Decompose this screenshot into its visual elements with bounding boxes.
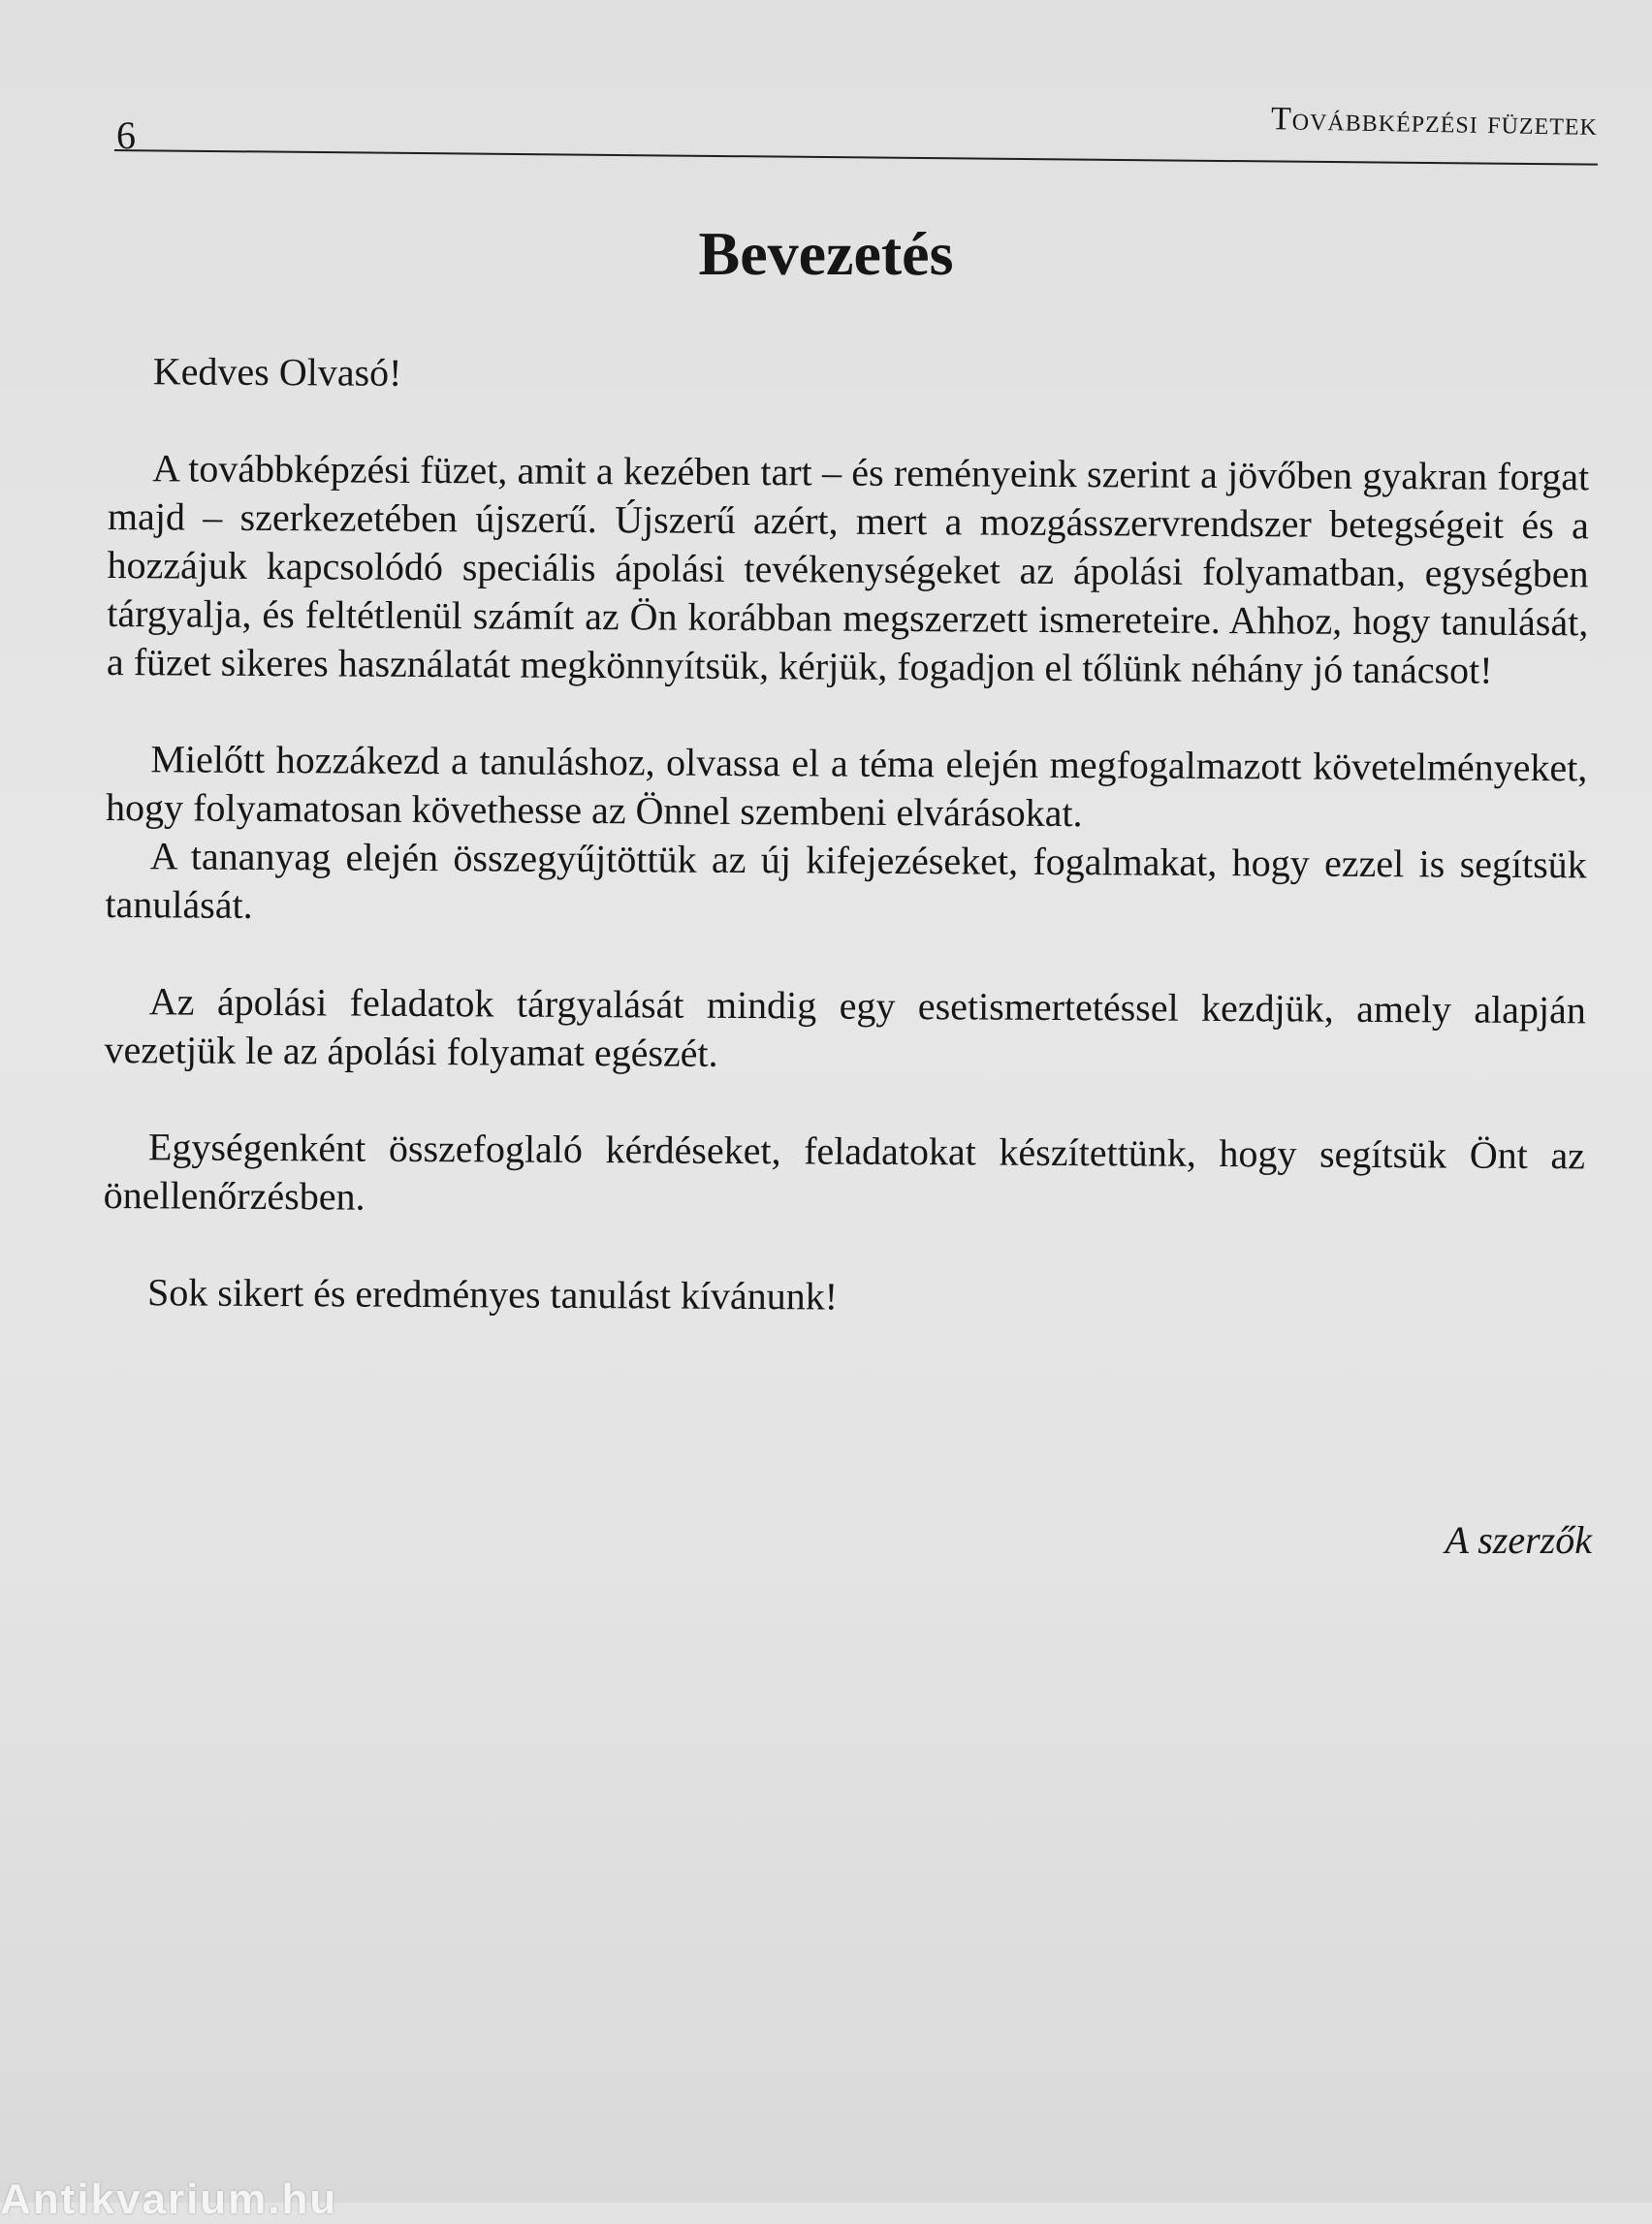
running-head — [114, 101, 1599, 157]
body-text — [103, 347, 1590, 1325]
header-rule — [114, 149, 1598, 166]
chapter-title: Bevezetés — [698, 218, 954, 288]
paragraph-glossary: A tananyag elején összegyűjtöttük az új kifejezéseket, fogalmakat, hogy ezzel is segítsük tanulását. — [105, 834, 1587, 927]
signature: A szerzők — [1445, 1518, 1592, 1562]
salutation: Kedves Olvasó! — [152, 349, 402, 395]
paragraph-case-study: Az ápolási feladatok tárgyalását mindig egy esetismertetéssel kezdjük, amely alapján vezetjük le az ápolási folyamat egészét. — [104, 979, 1586, 1075]
series-title: Továbbképzési füzetek — [1270, 101, 1599, 143]
watermark: Antikvarium.hu — [0, 2176, 338, 2223]
paragraph-closing: Sok sikert és eredményes tanulást kívánunk! — [146, 1270, 839, 1319]
page-number: 6 — [116, 113, 136, 157]
paragraph-self-check: Egységenként összefoglaló kérdéseket, feladatokat készítettünk, hogy segítsük Önt az önellenőrzésben. — [103, 1125, 1586, 1219]
paragraph-intro: A továbbképzési füzet, amit a kezében tart – és reményeink szerint a jövőben gyakran forgat majd – szerkezetében újszerű. Újszerű azért, mert a mozgásszervrendszer betegségeit és a hozzájuk kapcsolódó speciális ápolási tevékenységeket az ápolási folyamatban, egységben tárgyalja, és feltétlenül számít az Ön korábban megszerzett ismereteire. Ahhoz, hogy tanulását, a füzet sikeres használatát megkönnyítsük, kérjük, fogadjon el tőlünk néhány jó tanácsot! — [106, 446, 1590, 692]
paragraph-requirements: Mielőtt hozzákezd a tanuláshoz, olvassa el a téma elején megfogalmazott követelményeket, hogy folyamatosan követhesse az Önnel szembeni elvárásokat. — [105, 737, 1588, 836]
